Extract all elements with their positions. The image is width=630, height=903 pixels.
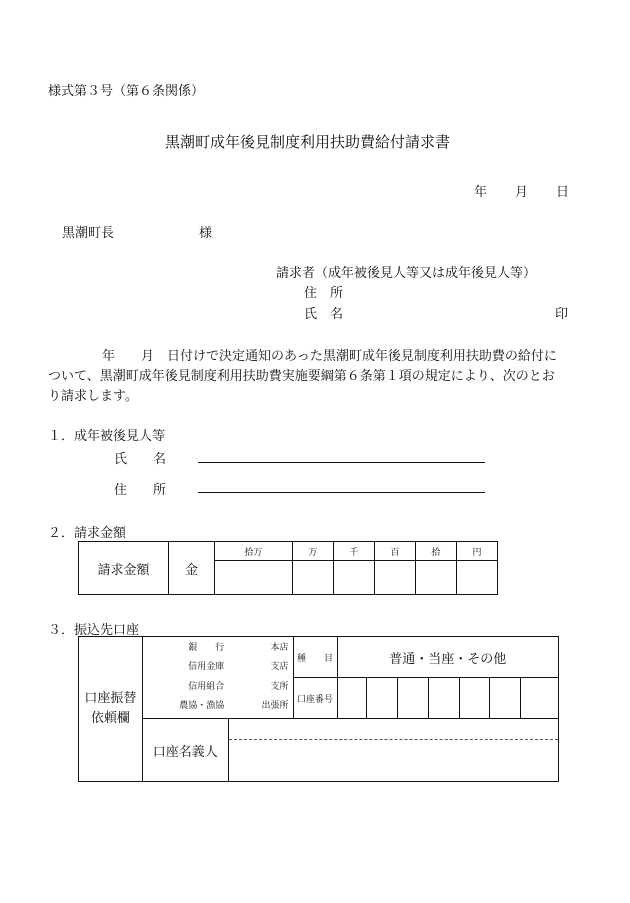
account-holder-field[interactable] [228, 719, 558, 782]
unit-ju: 拾 [415, 542, 456, 561]
requester-name-label: 氏 名 [304, 307, 344, 322]
unit-jumman: 拾万 [215, 542, 293, 561]
requester-address-label: 住 所 [304, 286, 344, 301]
bank-type-bank: 銀 行 [188, 642, 225, 653]
form-number: 様式第３号（第６条関係） [48, 84, 205, 99]
account-holder-label: 口座名義人 [142, 719, 228, 782]
ward-name-line[interactable] [198, 462, 485, 463]
account-type-label: 種 目 [293, 637, 337, 678]
holder-kana-divider [229, 739, 558, 740]
transfer-request-label [79, 637, 143, 782]
branch-type-branch: 支店 [270, 662, 289, 672]
bank-account-table [78, 636, 559, 782]
body-text-line1: 年 月 日付けで決定通知のあった黒潮町成年後見制度利用扶助費の給付に [102, 349, 557, 364]
amount-digit-cell[interactable] [333, 561, 374, 595]
branch-type-cell[interactable] [228, 637, 293, 719]
seal-mark: 印 [555, 307, 569, 322]
date-year: 年 [474, 185, 488, 200]
account-digit-cell[interactable] [367, 678, 398, 719]
amount-digit-cell[interactable] [292, 561, 333, 595]
amount-table [78, 541, 498, 595]
section3-heading: ３．振込先口座 [48, 623, 140, 638]
ward-address-label: 住 所 [114, 483, 167, 498]
section2-heading: ２．請求金額 [48, 526, 127, 541]
unit-yen: 円 [456, 542, 497, 561]
account-digit-cell[interactable] [429, 678, 460, 719]
branch-type-office: 出張所 [261, 701, 289, 711]
branch-type-sub: 支所 [270, 681, 289, 692]
account-number-label: 口座番号 [293, 678, 337, 719]
transfer-label-line2: 依頼欄 [90, 711, 130, 726]
amount-digit-cell[interactable] [374, 561, 415, 595]
date-day: 日 [556, 185, 570, 200]
ward-name-label: 氏 名 [114, 452, 167, 467]
section1-heading: １．成年被後見人等 [48, 429, 166, 444]
body-text-line3: り請求します。 [48, 389, 138, 404]
amount-digit-cell[interactable] [415, 561, 456, 595]
unit-man: 万 [292, 542, 333, 561]
date-month: 月 [515, 185, 529, 200]
unit-hyaku: 百 [374, 542, 415, 561]
branch-type-head: 本店 [270, 642, 289, 653]
addressee-name: 黒潮町長 [62, 226, 115, 241]
account-digit-cell[interactable] [490, 678, 521, 719]
bank-type-shinkumi: 信用組合 [188, 681, 225, 692]
amount-row-label: 請求金額 [79, 542, 169, 595]
account-digit-cell[interactable] [460, 678, 490, 719]
account-digit-cell[interactable] [398, 678, 429, 719]
requester-label: 請求者（成年被後見人等又は成年後見人等） [276, 266, 537, 281]
transfer-label-line1: 口座振替 [84, 691, 137, 706]
bank-type-nokyo: 農協・漁協 [179, 701, 225, 711]
amount-prefix: 金 [169, 542, 215, 595]
unit-sen: 千 [333, 542, 374, 561]
addressee-suffix: 様 [199, 226, 213, 241]
account-digit-cell[interactable] [337, 678, 367, 719]
account-type-options[interactable]: 普通・当座・その他 [337, 637, 558, 678]
amount-digit-cell[interactable] [215, 561, 293, 595]
page-title: 黒潮町成年後見制度利用扶助費給付請求書 [165, 133, 451, 151]
ward-address-line[interactable] [198, 492, 485, 493]
account-digit-cell[interactable] [521, 678, 559, 719]
bank-type-cell[interactable] [142, 637, 228, 719]
amount-digit-cell[interactable] [456, 561, 497, 595]
body-text-line2: ついて、黒潮町成年後見制度利用扶助費実施要綱第６条第１項の規定により、次のとお [48, 369, 555, 384]
bank-type-shinkin: 信用金庫 [188, 662, 225, 672]
